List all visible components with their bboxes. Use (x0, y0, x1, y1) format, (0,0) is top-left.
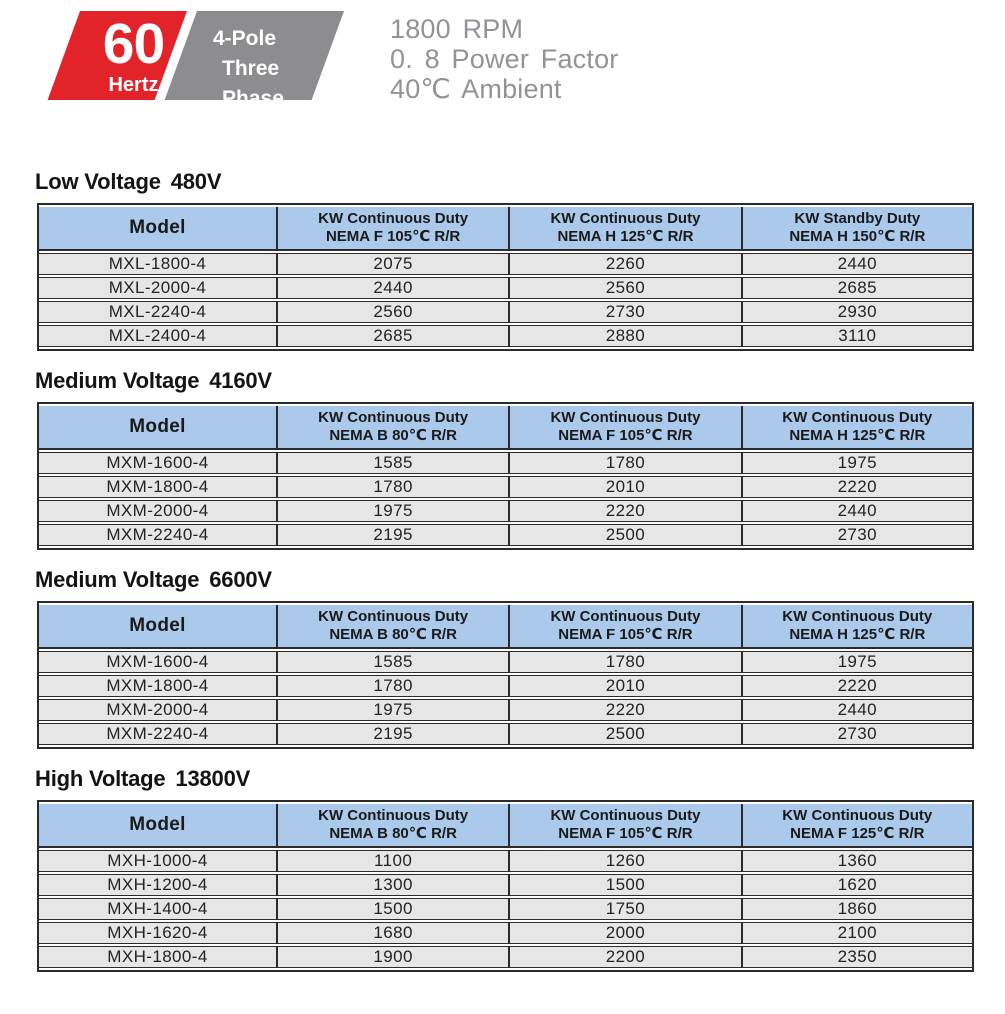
column-header (508, 804, 740, 848)
table-row (39, 301, 972, 323)
column-header-subtitle: NEMA B 80℃ R/R (329, 626, 457, 643)
phase-label: Three Phase (222, 57, 284, 110)
table-header-row (39, 804, 972, 848)
column-header-subtitle: NEMA H 125℃ R/R (789, 427, 926, 444)
column-header-model (39, 406, 276, 450)
table-row (39, 651, 972, 673)
value-cell: 2880 (508, 325, 740, 347)
table-row (39, 898, 972, 920)
section-title-voltage: 480V (170, 169, 222, 194)
column-header-subtitle: NEMA H 125℃ R/R (789, 626, 926, 643)
spec-table (37, 203, 974, 351)
rating-line-ambient: 40℃ Ambient (390, 74, 562, 104)
table-header-row (39, 207, 972, 251)
value-cell: 1780 (508, 651, 740, 673)
value-cell: 2010 (508, 675, 740, 697)
column-header (508, 406, 740, 450)
column-header-title: KW Standby Duty (794, 210, 921, 227)
value-cell: 1780 (276, 476, 508, 498)
table-header-row (39, 406, 972, 450)
frequency-unit: Hertz (108, 74, 159, 96)
model-cell: MXL-2400-4 (39, 325, 276, 347)
spec-table (37, 601, 974, 749)
table-row (39, 325, 972, 347)
value-cell: 1360 (741, 850, 972, 872)
value-cell: 2220 (508, 500, 740, 522)
section-title-label: Medium Voltage (35, 567, 200, 592)
value-cell: 2195 (276, 723, 508, 745)
column-header (276, 804, 508, 848)
voltage-section (0, 749, 1005, 972)
spec-table (37, 800, 974, 972)
pole-label: 4-Pole (213, 27, 277, 50)
value-cell: 3110 (741, 325, 972, 347)
model-cell: MXM-2000-4 (39, 699, 276, 721)
column-header-model (39, 207, 276, 251)
table-row (39, 874, 972, 896)
voltage-section (0, 100, 1005, 351)
value-cell: 1750 (508, 898, 740, 920)
column-header-subtitle: NEMA F 125℃ R/R (790, 825, 925, 842)
column-header (508, 605, 740, 649)
model-cell: MXH-1800-4 (39, 946, 276, 968)
section-title-label: High Voltage (35, 766, 166, 791)
model-cell: MXM-2240-4 (39, 524, 276, 546)
value-cell: 1780 (276, 675, 508, 697)
value-cell: 2930 (741, 301, 972, 323)
frequency-value: 60 (102, 12, 165, 76)
column-header-model (39, 605, 276, 649)
rating-line-rpm: 1800 RPM (390, 14, 524, 44)
value-cell: 1975 (741, 651, 972, 673)
column-header-title: KW Continuous Duty (318, 409, 469, 426)
model-cell: MXH-1400-4 (39, 898, 276, 920)
value-cell: 1585 (276, 651, 508, 673)
value-cell: 1680 (276, 922, 508, 944)
value-cell: 1975 (741, 452, 972, 474)
column-header-title: Model (129, 615, 186, 636)
section-title-label: Low Voltage (35, 169, 161, 194)
table-header-row (39, 605, 972, 649)
value-cell: 2100 (741, 922, 972, 944)
column-header (741, 605, 972, 649)
column-header (276, 207, 508, 251)
column-header-title: KW Continuous Duty (318, 210, 469, 227)
column-header (508, 207, 740, 251)
value-cell: 2220 (741, 476, 972, 498)
column-header-title: KW Continuous Duty (782, 608, 933, 625)
value-cell: 1585 (276, 452, 508, 474)
model-cell: MXH-1000-4 (39, 850, 276, 872)
column-header-title: KW Continuous Duty (318, 608, 469, 625)
value-cell: 1975 (276, 500, 508, 522)
value-cell: 2500 (508, 723, 740, 745)
table-row (39, 850, 972, 872)
table-row (39, 699, 972, 721)
section-title (35, 369, 1005, 393)
value-cell: 1900 (276, 946, 508, 968)
table-row (39, 476, 972, 498)
value-cell: 2560 (276, 301, 508, 323)
table-row (39, 723, 972, 745)
rating-line-power-factor: 0. 8 Power Factor (390, 44, 619, 74)
column-header-subtitle: NEMA H 150℃ R/R (789, 228, 926, 245)
value-cell: 2220 (741, 675, 972, 697)
value-cell: 2560 (508, 277, 740, 299)
column-header-subtitle: NEMA F 105℃ R/R (558, 626, 693, 643)
column-header-subtitle: NEMA H 125℃ R/R (557, 228, 694, 245)
column-header-title: KW Continuous Duty (782, 409, 933, 426)
value-cell: 2730 (508, 301, 740, 323)
column-header-subtitle: NEMA F 105℃ R/R (325, 228, 461, 245)
model-cell: MXH-1620-4 (39, 922, 276, 944)
column-header-title: KW Continuous Duty (782, 807, 933, 824)
value-cell: 1975 (276, 699, 508, 721)
table-row (39, 524, 972, 546)
model-cell: MXM-1600-4 (39, 651, 276, 673)
table-row (39, 675, 972, 697)
column-header-subtitle: NEMA F 105℃ R/R (558, 825, 693, 842)
value-cell: 2195 (276, 524, 508, 546)
pole-phase-badge (165, 11, 344, 110)
section-title (35, 170, 1005, 194)
model-cell: MXM-1800-4 (39, 476, 276, 498)
model-cell: MXM-2000-4 (39, 500, 276, 522)
column-header (741, 406, 972, 450)
column-header (276, 406, 508, 450)
value-cell: 2010 (508, 476, 740, 498)
column-header-title: KW Continuous Duty (550, 210, 701, 227)
table-row (39, 253, 972, 275)
value-cell: 2350 (741, 946, 972, 968)
model-cell: MXL-2000-4 (39, 277, 276, 299)
value-cell: 2685 (276, 325, 508, 347)
value-cell: 2260 (508, 253, 740, 275)
column-header (741, 804, 972, 848)
column-header-subtitle: NEMA F 105℃ R/R (558, 427, 693, 444)
title-banner (0, 0, 1005, 110)
value-cell: 2685 (741, 277, 972, 299)
value-cell: 2440 (741, 500, 972, 522)
value-cell: 1780 (508, 452, 740, 474)
table-row (39, 946, 972, 968)
column-header-subtitle: NEMA B 80℃ R/R (329, 427, 457, 444)
column-header-model (39, 804, 276, 848)
table-body (39, 850, 972, 968)
model-cell: MXM-1800-4 (39, 675, 276, 697)
column-header (276, 605, 508, 649)
section-title (35, 767, 1005, 791)
table-row (39, 452, 972, 474)
ratings-list (390, 14, 619, 104)
value-cell: 2440 (741, 699, 972, 721)
voltage-section (0, 351, 1005, 550)
value-cell: 1100 (276, 850, 508, 872)
table-row (39, 922, 972, 944)
column-header-title: Model (129, 416, 186, 437)
section-title-voltage: 6600V (209, 567, 272, 592)
value-cell: 1260 (508, 850, 740, 872)
value-cell: 2440 (741, 253, 972, 275)
value-cell: 2000 (508, 922, 740, 944)
value-cell: 1500 (276, 898, 508, 920)
value-cell: 1300 (276, 874, 508, 896)
table-row (39, 500, 972, 522)
column-header-subtitle: NEMA B 80℃ R/R (329, 825, 457, 842)
voltage-section (0, 550, 1005, 749)
pole-phase-badge-content (197, 11, 344, 110)
table-body (39, 452, 972, 546)
column-header-title: Model (129, 814, 186, 835)
table-row (39, 277, 972, 299)
value-cell: 2200 (508, 946, 740, 968)
section-title (35, 568, 1005, 592)
section-title-voltage: 4160V (209, 368, 272, 393)
model-cell: MXM-2240-4 (39, 723, 276, 745)
value-cell: 2220 (508, 699, 740, 721)
model-cell: MXH-1200-4 (39, 874, 276, 896)
value-cell: 1500 (508, 874, 740, 896)
value-cell: 1620 (741, 874, 972, 896)
section-title-voltage: 13800V (175, 766, 251, 791)
value-cell: 2440 (276, 277, 508, 299)
table-body (39, 651, 972, 745)
value-cell: 1860 (741, 898, 972, 920)
column-header (741, 207, 972, 251)
value-cell: 2075 (276, 253, 508, 275)
column-header-title: KW Continuous Duty (550, 409, 701, 426)
value-cell: 2730 (741, 524, 972, 546)
frequency-badge (48, 11, 187, 100)
model-cell: MXL-1800-4 (39, 253, 276, 275)
column-header-title: KW Continuous Duty (550, 608, 701, 625)
spec-table (37, 402, 974, 550)
value-cell: 2500 (508, 524, 740, 546)
model-cell: MXM-1600-4 (39, 452, 276, 474)
table-body (39, 253, 972, 347)
column-header-title: KW Continuous Duty (318, 807, 469, 824)
sections-container (0, 100, 1005, 972)
model-cell: MXL-2240-4 (39, 301, 276, 323)
column-header-title: KW Continuous Duty (550, 807, 701, 824)
value-cell: 2730 (741, 723, 972, 745)
column-header-title: Model (129, 217, 186, 238)
section-title-label: Medium Voltage (35, 368, 200, 393)
